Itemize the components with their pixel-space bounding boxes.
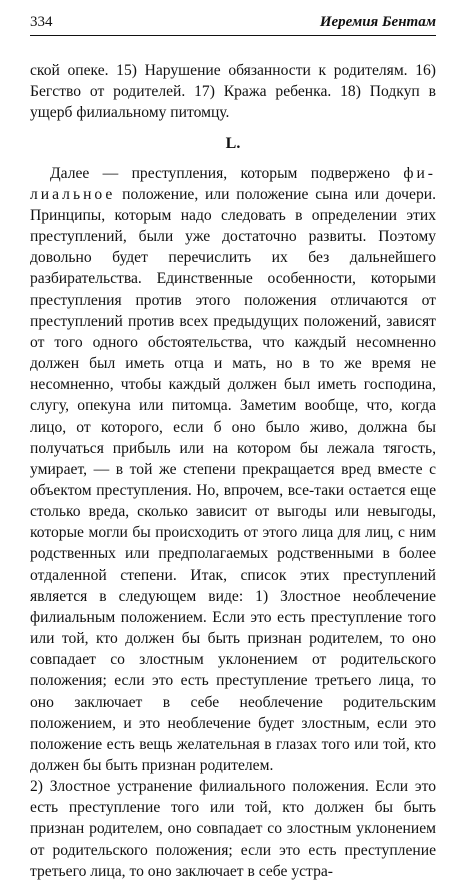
section-heading: L. [225,135,241,153]
paragraph-rest: положение, или положение сына или дочери. Принципы, которым надо следовать в определении этих преступлений, были уже достаточно развиты. Поэтому довольно будет перечислить их без дальнейшего разбирательства. Единственные особенности, которыми преступления против этого положения отличаются от преступлений против всех предыдущих положений, зависят от того одного обстоятельства, что каждый несомненно должен был иметь отца и мать, но в то же время не несомненно, чтобы каждый должен был иметь господина, слугу, опекуна или питомца. Заметим вообще, что, когда лицо, от которого, если б оно было живо, должна бы получаться прибыль или на котором бы лежала тягость, умирает, — в той же степени прекращается вред вместе с объектом преступления. Но, впрочем, все-таки остается еще столько вреда, сколько зависит от выгоды или невыгоды, которые могли бы происходить от этого лица для лиц, с ним родственных или предполагаемых родственными в более отдаленной степени. Итак, список этих преступлений является в следующем виде: 1) Злостное необлечение филиальным положением. Если это есть преступление того или той, кто должен бы быть признан родителем, то оно совпадает со злостным уклонением от родительского положения; если это есть преступление третьего лица, то оно заключает в себе необлечение родительским положением, и это необлечение будет злостным, если это положение есть вещь желательная в глазах того или той, кто должен бы быть признан родителем. [30,185,436,774]
paragraph-lead: Далее — преступления, которым подвержено [50,164,391,182]
running-header [30,14,436,36]
spaced-word-part-1: фи- [403,164,437,182]
running-title: Иеремия Бентам [319,14,436,30]
second-paragraph: 2) Злостное устранение филиального положения. Если это есть преступление того или той, кто должен бы быть признан родителем, оно совпадает со злостным уклонением от родительского положения; если это есть преступление третьего лица, то оно заключает в себе устра- [30,778,436,880]
page-body [30,60,436,882]
book-page [30,14,436,882]
page-number: 334 [30,14,53,30]
spaced-word-part-2: лиальное [30,185,116,203]
main-paragraph [30,163,436,777]
continuation-paragraph: ской опеке. 15) Нарушение обязанности к родителям. 16) Бегство от родителей. 17) Кража ребенка. 18) Подкуп в ущерб филиальному питомцу. [30,62,436,122]
